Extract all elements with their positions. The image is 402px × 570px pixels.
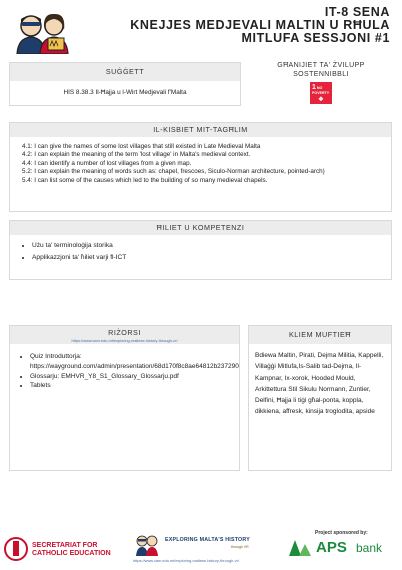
resource-item: • Tablets: [30, 381, 239, 391]
project-title: EXPLORING MALTA'S HISTORY: [165, 537, 250, 543]
cross-icon: [4, 537, 28, 561]
project-link[interactable]: https://www.cam.edu.mt/exploring-maltese-history-through-vr/: [133, 558, 239, 563]
learning-outcomes-panel: [9, 122, 392, 212]
keywords-panel: [248, 325, 392, 471]
aps-bank-logo: [289, 530, 395, 562]
sce-line1: SECRETARIAT FOR: [32, 542, 98, 549]
sdg-panel: [250, 62, 392, 106]
project-subtitle: through VR: [231, 545, 249, 549]
resources-heading: RIŻORSI: [108, 328, 141, 337]
resource-item: • Quiz Introduttorja: https://wayground.com/admin/presentation/68d170f8c8ae64812b237290: [30, 352, 239, 372]
skill-item: • Użu ta' terminoloġija storika: [32, 240, 391, 252]
sdg-icon-number: 1: [312, 84, 316, 91]
aps-arrows-icon: [289, 540, 313, 556]
resources-header: [10, 326, 239, 344]
outcome-item: 4.2: I can explain the meaning of the term 'lost village' in Malta's medieval context.: [22, 151, 251, 159]
subject-heading: SUĠĠETT: [10, 63, 240, 81]
sdg-heading-line1: GĦANIJIET TA' ŻVILUPP: [277, 62, 365, 69]
skills-panel: [9, 220, 392, 280]
sce-line2: CATHOLIC EDUCATION: [32, 550, 111, 557]
skill-item: • Applikazzjoni ta' ħiliet varji fl-ICT: [32, 252, 391, 264]
learning-heading: IL-KISBIET MIT-TAGĦLIM: [10, 123, 391, 137]
resource-item: • Glossarju: EMHVR_Y8_S1_Glossary_Glossarju.pdf: [30, 372, 239, 382]
sdg-heading-line2: SOSTENNIBBLI: [293, 70, 349, 78]
sce-logo: [4, 536, 124, 562]
resources-link[interactable]: https://www.cam.edu.mt/exploring-maltese-history-through-vr/: [71, 338, 178, 343]
skills-heading: ĦILIET U KOMPETENZI: [10, 221, 391, 235]
grade-title: IT-8 SENA: [324, 5, 390, 19]
outcome-item: 4.4: I can identify a number of lost villages from a given map.: [22, 159, 192, 167]
outcome-item: 5.2: I can explain the meaning of words such as: chapel, frescoes, Siculo-Norman architecture, pointed-arch): [22, 168, 325, 176]
outcome-item: 5.4: I can list some of the causes which led to the building of so many medieval chapels.: [22, 176, 268, 184]
unit-title: KNEJJES MEDJEVALI MALTIN U RĦULA: [130, 18, 390, 33]
sdg-no-poverty-icon: [310, 82, 332, 104]
project-logo: [131, 530, 281, 566]
resources-panel: [9, 325, 240, 471]
sdg-icon-text: NO POVERTY: [312, 86, 330, 95]
sponsor-label: Project sponsored by:: [315, 530, 368, 536]
outcome-item: 4.1: I can give the names of some lost villages that still existed in Late Medieval Malta: [22, 143, 261, 150]
session-title: MITLUFA SESSJONI #1: [241, 31, 390, 46]
keywords-text: Bdiewa Maltin, Pirati, Dejma Militia, Kappelli, Villaġġi Mitlufa,Is-Salib tad-Dejma, Il-Kampnar, Ix-xorok, Hooded Mould, Arkittettura Stil Sikulu Normann, Zuntier, Delfini, Ħajja li tiġi għal-ponta, koppla, dikkiena, affresk, kinsija trogloditа, apside: [255, 352, 384, 416]
family-icon: ❖: [318, 96, 324, 103]
subject-value: HIS 8.38.3 Il-Ħajja u l-Wirt Medjevali f'Malta: [63, 89, 187, 96]
keywords-heading: KLIEM MUFTIEĦ: [249, 326, 391, 344]
students-vr-icon: [135, 532, 159, 556]
sponsor-suffix: bank: [356, 541, 383, 555]
sponsor-name: APS: [316, 539, 347, 556]
subject-panel: [9, 62, 241, 106]
students-logo: [14, 8, 72, 54]
